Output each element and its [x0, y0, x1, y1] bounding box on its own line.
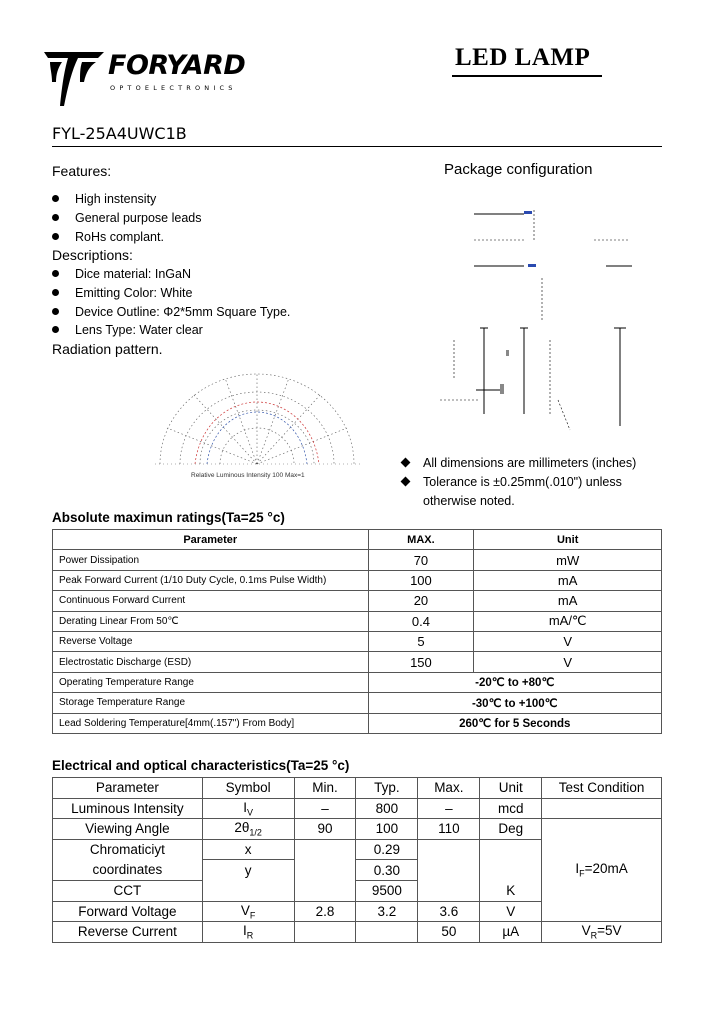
range-cell: 260℃ for 5 Seconds	[368, 713, 661, 733]
brand-subtitle: OPTOELECTRONICS	[110, 84, 237, 92]
description-item: Emitting Color: White	[52, 286, 192, 300]
bullet-icon	[52, 270, 59, 277]
param-cell: Forward Voltage	[53, 901, 203, 922]
max-cell: 20	[368, 591, 474, 611]
param-cell: Electrostatic Discharge (ESD)	[53, 652, 369, 672]
max-cell: 3.6	[418, 901, 480, 922]
unit-cell: Deg	[480, 819, 542, 840]
title-underline	[452, 75, 602, 77]
table-row	[53, 550, 662, 570]
table-header-row	[53, 778, 662, 799]
param-cell: CCT	[53, 880, 203, 901]
brand-name: FORYARD	[108, 50, 246, 81]
diamond-bullet-icon	[401, 477, 411, 487]
abs-ratings-table	[52, 529, 662, 734]
table-row	[53, 672, 662, 692]
param-cell: Lead Soldering Temperature[4mm(.157") From Body]	[53, 713, 369, 733]
bullet-icon	[52, 326, 59, 333]
table-row	[53, 922, 662, 943]
note-tolerance: Tolerance is ±0.25mm(.010") unless	[400, 475, 655, 489]
table-row	[53, 591, 662, 611]
max-cell: 110	[418, 819, 480, 840]
table-row	[53, 713, 662, 733]
min-cell	[294, 860, 356, 881]
max-cell: 5	[368, 631, 474, 651]
eo-heading: Electrical and optical characteristics(Ta=25 °c)	[52, 758, 350, 773]
column-header: Typ.	[356, 778, 418, 799]
unit-cell: mA/℃	[474, 611, 662, 631]
radiation-pattern-graphic	[155, 368, 360, 468]
param-cell: Chromaticiyt	[53, 839, 203, 860]
column-header: Unit	[480, 778, 542, 799]
param-cell: Peak Forward Current (1/10 Duty Cycle, 0.1ms Pulse Width)	[53, 570, 369, 590]
unit-cell	[480, 839, 542, 860]
typ-cell: 0.30	[356, 860, 418, 881]
symbol-cell: $I_R$	[202, 922, 294, 943]
description-item: Lens Type: Water clear	[52, 323, 203, 337]
typ-cell: 0.29	[356, 839, 418, 860]
unit-cell: V	[474, 631, 662, 651]
typ-cell: 9500	[356, 880, 418, 901]
package-drawing-graphic	[440, 200, 640, 435]
table-row	[53, 819, 662, 840]
symbol-cell	[202, 880, 294, 901]
bullet-icon	[52, 195, 59, 202]
header-divider	[52, 146, 662, 147]
description-item: Dice material: InGaN	[52, 267, 191, 281]
table-row	[53, 798, 662, 819]
unit-cell: µA	[480, 922, 542, 943]
bullet-icon	[52, 289, 59, 296]
typ-cell: 3.2	[356, 901, 418, 922]
max-cell: 50	[418, 922, 480, 943]
param-cell: Continuous Forward Current	[53, 591, 369, 611]
table-row	[53, 631, 662, 651]
description-item: Device Outline: Φ2*5mm Square Type.	[52, 305, 290, 319]
radiation-pattern	[155, 368, 360, 486]
min-cell	[294, 880, 356, 901]
abs-ratings-heading: Absolute maximun ratings(Ta=25 °c)	[52, 510, 285, 525]
table-row	[53, 570, 662, 590]
min-cell	[294, 922, 356, 943]
min-cell: 90	[294, 819, 356, 840]
param-cell: coordinates	[53, 860, 203, 881]
min-cell: –	[294, 798, 356, 819]
unit-cell: V	[474, 652, 662, 672]
column-header: Symbol	[202, 778, 294, 799]
eo-table	[52, 777, 662, 943]
diamond-bullet-icon	[401, 458, 411, 468]
symbol-cell: $2\theta_{1/2}$	[202, 819, 294, 840]
note-dimensions: All dimensions are millimeters (inches)	[400, 456, 655, 470]
condition-cell: $I_F=20mA$	[542, 819, 662, 922]
bullet-icon	[52, 214, 59, 221]
max-cell	[418, 839, 480, 860]
max-cell: 150	[368, 652, 474, 672]
max-cell: 70	[368, 550, 474, 570]
column-header: Max.	[418, 778, 480, 799]
brand-logo	[42, 48, 106, 108]
condition-cell	[542, 798, 662, 819]
document-title: LED LAMP	[455, 44, 591, 71]
symbol-cell: x	[202, 839, 294, 860]
features-heading: Features:	[52, 163, 112, 179]
descriptions-heading: Descriptions:	[52, 247, 133, 263]
table-row	[53, 611, 662, 631]
brand-logo-icon	[42, 48, 106, 108]
symbol-cell: y	[202, 860, 294, 881]
unit-cell: mW	[474, 550, 662, 570]
param-cell: Derating Linear From 50℃	[53, 611, 369, 631]
symbol-cell: $I_V$	[202, 798, 294, 819]
package-heading: Package configuration	[444, 161, 593, 178]
bullet-icon	[52, 233, 59, 240]
typ-cell: 800	[356, 798, 418, 819]
column-header: Test Condition	[542, 778, 662, 799]
min-cell	[294, 839, 356, 860]
condition-cell: $V_R=5V$	[542, 922, 662, 943]
bullet-icon	[52, 308, 59, 315]
param-cell: Operating Temperature Range	[53, 672, 369, 692]
table-row	[53, 693, 662, 713]
unit-cell: K	[480, 880, 542, 901]
param-cell: Reverse Voltage	[53, 631, 369, 651]
param-cell: Luminous Intensity	[53, 798, 203, 819]
column-header: Parameter	[53, 778, 203, 799]
table-header-row	[53, 530, 662, 550]
radiation-heading: Radiation pattern.	[52, 341, 163, 357]
unit-cell: V	[480, 901, 542, 922]
min-cell: 2.8	[294, 901, 356, 922]
max-cell: 0.4	[368, 611, 474, 631]
unit-cell	[480, 860, 542, 881]
table-row	[53, 652, 662, 672]
column-header: Min.	[294, 778, 356, 799]
max-cell: –	[418, 798, 480, 819]
unit-cell: mA	[474, 591, 662, 611]
max-cell	[418, 860, 480, 881]
max-cell	[418, 880, 480, 901]
package-drawing	[440, 200, 640, 435]
param-cell: Reverse Current	[53, 922, 203, 943]
dimension-notes	[400, 456, 655, 513]
part-number: FYL-25A4UWC1B	[52, 124, 187, 143]
range-cell: -20℃ to +80℃	[368, 672, 661, 692]
typ-cell: 100	[356, 819, 418, 840]
range-cell: -30℃ to +100℃	[368, 693, 661, 713]
radiation-caption: Relative Luminous Intensity 100 Max=1	[191, 472, 305, 479]
feature-item: General purpose leads	[52, 211, 201, 225]
unit-cell: mA	[474, 570, 662, 590]
column-header: Parameter	[53, 530, 369, 550]
unit-cell: mcd	[480, 798, 542, 819]
param-cell: Power Dissipation	[53, 550, 369, 570]
param-cell: Storage Temperature Range	[53, 693, 369, 713]
max-cell: 100	[368, 570, 474, 590]
column-header: MAX.	[368, 530, 474, 550]
symbol-cell: $V_F$	[202, 901, 294, 922]
column-header: Unit	[474, 530, 662, 550]
feature-item: RoHs complant.	[52, 230, 164, 244]
param-cell: Viewing Angle	[53, 819, 203, 840]
typ-cell	[356, 922, 418, 943]
note-tolerance-cont: otherwise noted.	[423, 494, 515, 508]
feature-item: High instensity	[52, 192, 156, 206]
